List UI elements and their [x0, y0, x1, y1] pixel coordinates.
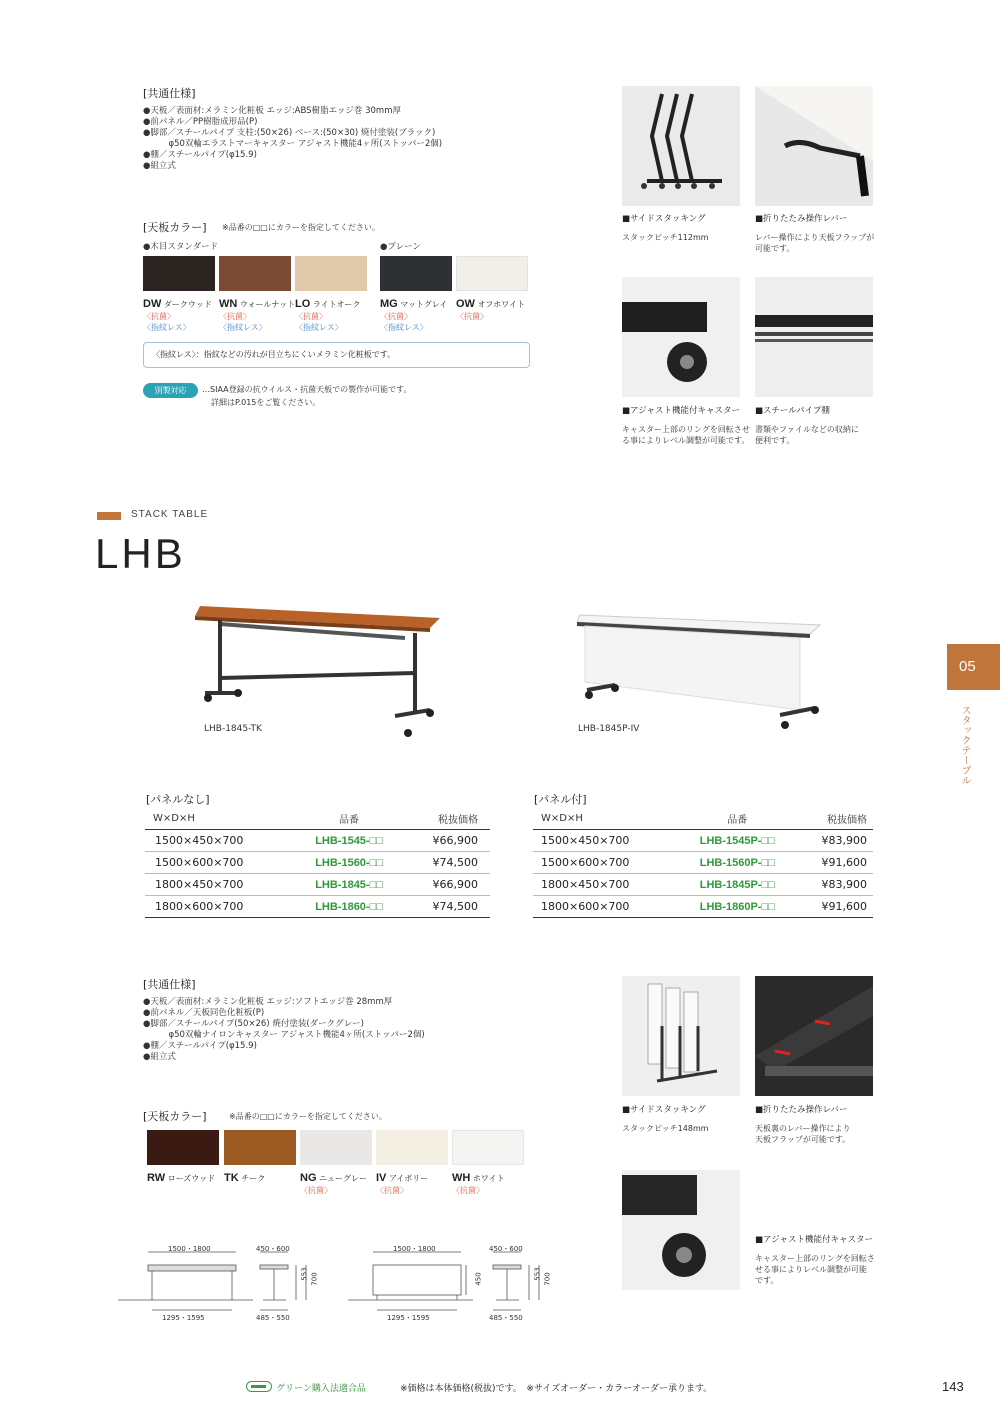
cell-price: ¥74,500 — [401, 896, 490, 918]
table-row — [533, 852, 873, 874]
color-sub-mg-2: 〈指紋レス〉 — [380, 323, 428, 332]
cell-price: ¥74,500 — [401, 852, 490, 874]
cell-size: 1500×600×700 — [145, 852, 297, 874]
dim-leg-width-2: 1295・1595 — [387, 1314, 430, 1322]
photo-steel-shelf — [755, 277, 873, 397]
swatch-ow — [456, 256, 528, 291]
product-image-tk-label: LHB-1845-TK — [204, 724, 262, 734]
spec-line: ●組立式 — [143, 1052, 176, 1062]
cell-code: LHB-1845P-□□ — [680, 874, 794, 896]
col-header: 品番 — [680, 808, 794, 830]
swatch-wn — [219, 256, 291, 291]
color-sub-lo-2: 〈指紋レス〉 — [295, 323, 343, 332]
photo-fold-lever — [755, 86, 873, 206]
group-wood-label: ●木目スタンダード — [143, 242, 219, 252]
table-row — [533, 874, 873, 896]
color-sub-ng: 〈抗菌〉 — [300, 1186, 332, 1195]
dim-base-depth-2: 485・550 — [489, 1314, 523, 1322]
feature-title-lever: ■折りたたみ操作レバー — [755, 214, 848, 224]
col-header: 品番 — [297, 808, 401, 830]
color-label-dw: DW ダークウッド — [143, 298, 212, 310]
footer-note: ※価格は本体価格(税抜)です。 ※サイズオーダー・カラーオーダー承ります。 — [400, 1384, 713, 1394]
category-bar — [97, 512, 121, 520]
spec-line: ●脚部／スチールパイプ 支柱:(50×26) ベース:(50×30) 焼付塗装(ブラック) — [143, 128, 436, 138]
cell-code: LHB-1560-□□ — [297, 852, 401, 874]
chapter-label: スタックテーブル — [959, 705, 970, 785]
col-header: W×D×H — [145, 808, 297, 830]
cell-size: 1500×600×700 — [533, 852, 680, 874]
dim-base-depth-1: 485・550 — [256, 1314, 290, 1322]
color-label-tk: TK チーク — [224, 1172, 266, 1184]
feature-text-lever-2a: 天板裏のレバー操作により — [755, 1124, 851, 1133]
spec-line: ●前パネル／PP樹脂成形品(P) — [143, 117, 258, 127]
dim-leg-width-1: 1295・1595 — [162, 1314, 205, 1322]
table-row — [533, 830, 873, 852]
color-label-lo: LO ライトオーク — [295, 298, 361, 310]
swatch-wh — [452, 1130, 524, 1165]
feature-text-caster-2c: です。 — [755, 1276, 779, 1285]
feature-text-lever-1: レバー操作により天板フラップが — [755, 233, 875, 242]
top-common-spec-title: [共通仕様] — [143, 87, 196, 100]
bottom-color-note: ※品番の□□にカラーを指定してください。 — [229, 1112, 387, 1121]
cell-size: 1500×450×700 — [533, 830, 680, 852]
feature-title-shelf: ■スチールパイプ棚 — [755, 406, 830, 416]
green-mark-icon — [246, 1381, 272, 1392]
cell-code: LHB-1860-□□ — [297, 896, 401, 918]
product-image-tk — [190, 598, 460, 743]
cell-code: LHB-1545-□□ — [297, 830, 401, 852]
cell-size: 1800×600×700 — [145, 896, 297, 918]
cell-code: LHB-1845-□□ — [297, 874, 401, 896]
dim-height-700-2: 700 — [543, 1272, 552, 1286]
dim-depth-1: 450・600 — [256, 1245, 290, 1253]
chapter-tab[interactable] — [947, 644, 1000, 690]
cell-size: 1800×450×700 — [533, 874, 680, 896]
cell-price: ¥91,600 — [794, 852, 873, 874]
page-number: 143 — [942, 1379, 964, 1394]
table-row — [145, 830, 490, 852]
green-purchase-label: グリーン購入法適合品 — [276, 1384, 366, 1394]
swatch-mg — [380, 256, 452, 291]
table-row — [533, 896, 873, 918]
feature-text-stacking: スタックピッチ112mm — [622, 233, 709, 242]
col-header: 税抜価格 — [794, 808, 873, 830]
photo-caster-2 — [622, 1170, 740, 1290]
feature-title-lever-2: ■折りたたみ操作レバー — [755, 1105, 848, 1115]
feature-title-caster-2: ■アジャスト機能付キャスター — [755, 1235, 874, 1245]
feature-text-shelf-1: 書類やファイルなどの収納に — [755, 425, 859, 434]
spec-line: φ50双輪ナイロンキャスター アジャスト機能4ヶ所(ストッパー2個) — [143, 1030, 425, 1040]
color-sub-lo-1: 〈抗菌〉 — [295, 312, 327, 321]
panel-table — [533, 808, 873, 918]
bottom-common-spec-title: [共通仕様] — [143, 978, 196, 991]
color-label-mg: MG マットグレイ — [380, 298, 448, 310]
cell-price: ¥66,900 — [401, 874, 490, 896]
dim-height-553-2: 553 — [533, 1267, 542, 1281]
swatch-dw — [143, 256, 215, 291]
color-label-iv: IV アイボリー — [376, 1172, 429, 1184]
group-plain-label: ●プレーン — [380, 242, 421, 252]
product-image-iv — [575, 610, 825, 740]
cell-size: 1800×600×700 — [533, 896, 680, 918]
cell-size: 1800×450×700 — [145, 874, 297, 896]
color-sub-wh: 〈抗菌〉 — [452, 1186, 484, 1195]
table-row — [145, 896, 490, 918]
cell-code: LHB-1560P-□□ — [680, 852, 794, 874]
photo-side-stacking-2 — [622, 976, 740, 1096]
spec-line: ●棚／スチールパイプ(φ15.9) — [143, 150, 257, 160]
swatch-ng — [300, 1130, 372, 1165]
color-sub-wn-2: 〈指紋レス〉 — [219, 323, 267, 332]
feature-text-lever-2: 可能です。 — [755, 244, 795, 253]
top-spec-list — [143, 106, 442, 172]
swatch-iv — [376, 1130, 448, 1165]
feature-title-caster: ■アジャスト機能付キャスター — [622, 406, 741, 416]
nopanel-title: [パネルなし] — [146, 793, 210, 806]
feature-title-stacking-2: ■サイドスタッキング — [622, 1105, 706, 1115]
photo-fold-lever-2 — [755, 976, 873, 1096]
fingerprint-note — [143, 342, 530, 368]
chapter-number: 05 — [959, 658, 976, 675]
dim-width-1: 1500・1800 — [168, 1245, 211, 1253]
col-header: W×D×H — [533, 808, 680, 830]
feature-text-shelf-2: 便利です。 — [755, 436, 795, 445]
spec-line: ●脚部／スチールパイプ(50×26) 焼付塗装(ダークグレー) — [143, 1019, 364, 1029]
feature-text-caster-2a: キャスター上部のリングを回転さ — [755, 1254, 875, 1263]
photo-caster — [622, 277, 740, 397]
table-row — [145, 852, 490, 874]
spec-line: φ50双輪エラストマーキャスター アジャスト機能4ヶ所(ストッパー2個) — [143, 139, 443, 149]
dim-depth-2: 450・600 — [489, 1245, 523, 1253]
color-label-wn: WN ウォールナット — [219, 298, 296, 310]
custom-badge: 別製対応 — [143, 383, 198, 398]
color-label-wh: WH ホワイト — [452, 1172, 505, 1184]
color-sub-wn-1: 〈抗菌〉 — [219, 312, 251, 321]
spec-line: ●天板／表面材:メラミン化粧板 エッジ:ソフトエッジ巻 28mm厚 — [143, 997, 393, 1007]
custom-line-1: …SIAA登録の抗ウイルス・抗菌天板での製作が可能です。 — [202, 385, 412, 394]
nopanel-table — [145, 808, 490, 918]
cell-price: ¥91,600 — [794, 896, 873, 918]
swatch-rw — [147, 1130, 219, 1165]
color-sub-dw-2: 〈指紋レス〉 — [143, 323, 191, 332]
color-label-rw: RW ローズウッド — [147, 1172, 216, 1184]
cell-code: LHB-1860P-□□ — [680, 896, 794, 918]
color-label-ng: NG ニューグレー — [300, 1172, 368, 1184]
bottom-color-title: [天板カラー] — [143, 1110, 207, 1123]
color-sub-dw-1: 〈抗菌〉 — [143, 312, 175, 321]
spec-line: ●天板／表面材:メラミン化粧板 エッジ:ABS樹脂エッジ巻 30mm厚 — [143, 106, 401, 116]
panel-title: [パネル付] — [534, 793, 587, 806]
swatch-lo — [295, 256, 367, 291]
cell-price: ¥66,900 — [401, 830, 490, 852]
bottom-spec-list — [143, 997, 425, 1063]
feature-text-lever-2b: 天板フラップが可能です。 — [755, 1135, 851, 1144]
product-image-iv-label: LHB-1845P-IV — [578, 724, 640, 734]
top-color-note: ※品番の□□にカラーを指定してください。 — [222, 223, 380, 232]
dim-height-700-1: 700 — [310, 1272, 319, 1286]
category-label: STACK TABLE — [131, 509, 209, 520]
table-row — [145, 874, 490, 896]
feature-text-caster-2: る事によりレベル調整が可能です。 — [622, 436, 750, 445]
feature-text-caster-1: キャスター上部のリングを回転させ — [622, 425, 750, 434]
cell-size: 1500×450×700 — [145, 830, 297, 852]
cell-price: ¥83,900 — [794, 830, 873, 852]
top-color-title: [天板カラー] — [143, 221, 207, 234]
product-name: LHB — [95, 530, 186, 577]
col-header: 税抜価格 — [401, 808, 490, 830]
feature-text-stacking-2: スタックピッチ148mm — [622, 1124, 709, 1133]
color-label-ow: OW オフホワイト — [456, 298, 526, 310]
cell-price: ¥83,900 — [794, 874, 873, 896]
cell-code: LHB-1545P-□□ — [680, 830, 794, 852]
color-sub-mg-1: 〈抗菌〉 — [380, 312, 412, 321]
color-sub-ow-1: 〈抗菌〉 — [456, 312, 488, 321]
spec-line: ●前パネル／天板同色化粧板(P) — [143, 1008, 265, 1018]
dim-height-553-1: 553 — [300, 1267, 309, 1281]
photo-side-stacking — [622, 86, 740, 206]
dim-width-2: 1500・1800 — [393, 1245, 436, 1253]
feature-title-stacking: ■サイドスタッキング — [622, 214, 706, 224]
custom-line-2: 詳細はP.015をご覧ください。 — [211, 398, 321, 407]
swatch-tk — [224, 1130, 296, 1165]
feature-text-caster-2b: せる事によりレベル調整が可能 — [755, 1265, 867, 1274]
color-sub-iv: 〈抗菌〉 — [376, 1186, 408, 1195]
spec-line: ●組立式 — [143, 161, 176, 171]
dim-panel-height: 450 — [474, 1272, 483, 1286]
spec-line: ●棚／スチールパイプ(φ15.9) — [143, 1041, 257, 1051]
fingerprint-note-text: 〈指紋レス〉：指紋などの汚れが目立ちにくいメラミン化粧板です。 — [152, 350, 396, 359]
